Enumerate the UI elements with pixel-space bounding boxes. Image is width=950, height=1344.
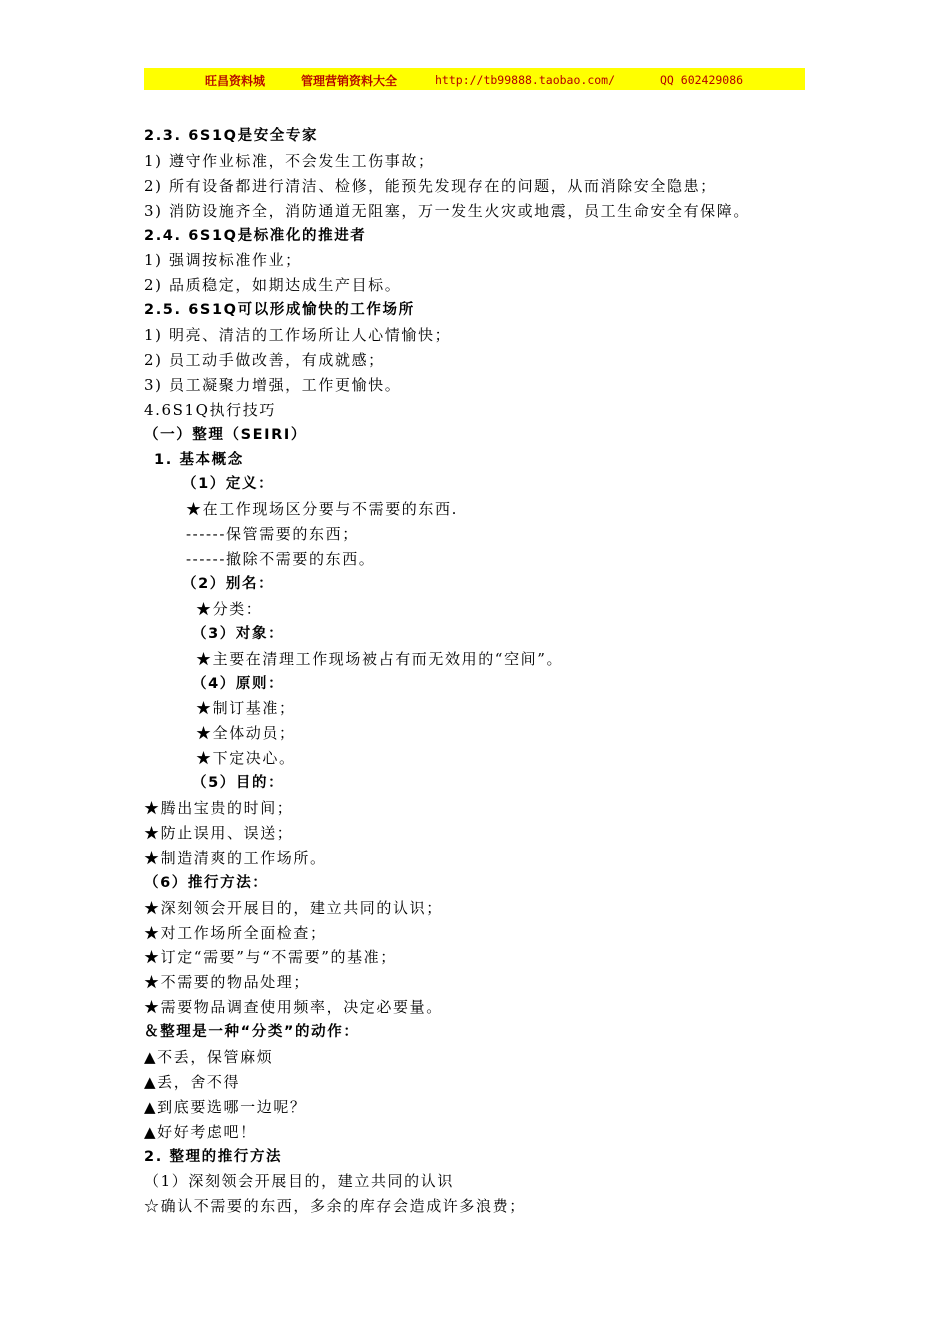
list-item: ▲好好考虑吧！ (144, 1122, 257, 1141)
list-item: ☆确认不需要的东西，多余的库存会造成许多浪费； (144, 1197, 526, 1216)
item-heading-definition: （1）定义： (182, 476, 275, 493)
list-item: ▲到底要选哪一边呢？ (144, 1097, 307, 1116)
section-heading-4: 4.6S1Q执行技巧 (144, 400, 276, 419)
document-body (144, 124, 834, 1219)
header-banner (144, 68, 805, 90)
list-item: 2) 员工动手做改善，有成就感； (144, 351, 385, 370)
list-item: ------撤除不需要的东西。 (186, 550, 376, 569)
shop-url[interactable]: http://tb99888.taobao.com/ (435, 73, 616, 87)
list-item: ★分类： (196, 599, 263, 618)
collection-name: 管理营销资料大全 (301, 74, 398, 88)
list-item: （1）深刻领会开展目的，建立共同的认识 (144, 1172, 454, 1191)
list-item: ★在工作现场区分要与不需要的东西. (186, 500, 458, 519)
item-heading-principle: （4）原则： (192, 675, 285, 692)
subsection-heading-basic-concept: 1. 基本概念 (154, 451, 244, 468)
item-heading-method: （6）推行方法： (144, 874, 269, 891)
list-item: ------保管需要的东西； (186, 525, 359, 544)
subsection-heading-method: 2. 整理的推行方法 (144, 1148, 283, 1165)
list-item: ★制订基准； (196, 699, 296, 718)
list-item: ★订定“需要”与“不需要”的基准； (144, 948, 397, 967)
list-item: ★制造清爽的工作场所。 (144, 848, 327, 867)
subsection-heading-seiri: （一）整理（SEIRI） (144, 426, 308, 443)
section-heading-2-3: 2.3. 6S1Q是安全专家 (144, 128, 319, 144)
item-heading-purpose: （5）目的： (192, 775, 285, 792)
list-item: ★深刻领会开展目的，建立共同的认识； (144, 898, 443, 917)
shop-name: 旺昌资料城 (205, 74, 266, 88)
list-item: 1) 强调按标准作业； (144, 251, 302, 270)
list-item: 1) 遵守作业标准，不会发生工伤事故； (144, 151, 435, 170)
list-item: 3) 消防设施齐全，消防通道无阻塞，万一发生火灾或地震，员工生命安全有保障。 (144, 201, 750, 220)
list-item: ★腾出宝贵的时间； (144, 799, 294, 818)
list-item: 1) 明亮、清洁的工作场所让人心情愉快； (144, 326, 452, 345)
list-item: ★防止误用、误送； (144, 823, 294, 842)
list-item: 2) 所有设备都进行清洁、检修，能预先发现存在的问题，从而消除安全隐患； (144, 176, 717, 195)
list-item: ★不需要的物品处理； (144, 973, 311, 992)
list-item: 3) 员工凝聚力增强，工作更愉快。 (144, 375, 402, 394)
note-heading-classification: ＆整理是一种“分类”的动作： (144, 1024, 360, 1041)
list-item: ★主要在清理工作现场被占有而无效用的“空间”。 (196, 649, 564, 668)
list-item: ★全体动员； (196, 724, 296, 743)
item-heading-alias: （2）别名： (182, 576, 275, 593)
list-item: ★对工作场所全面检查； (144, 923, 327, 942)
item-heading-object: （3）对象： (192, 625, 285, 642)
section-heading-2-4: 2.4. 6S1Q是标准化的推进者 (144, 227, 367, 244)
list-item: ★下定决心。 (196, 749, 296, 768)
section-heading-2-5: 2.5. 6S1Q可以形成愉快的工作场所 (144, 302, 415, 319)
list-item: ▲不丢，保管麻烦 (144, 1047, 274, 1066)
list-item: ▲丢，舍不得 (144, 1072, 241, 1091)
list-item: 2) 品质稳定，如期达成生产目标。 (144, 276, 402, 295)
list-item: ★需要物品调查使用频率，决定必要量。 (144, 998, 443, 1017)
qq-contact: QQ 602429086 (660, 73, 744, 87)
